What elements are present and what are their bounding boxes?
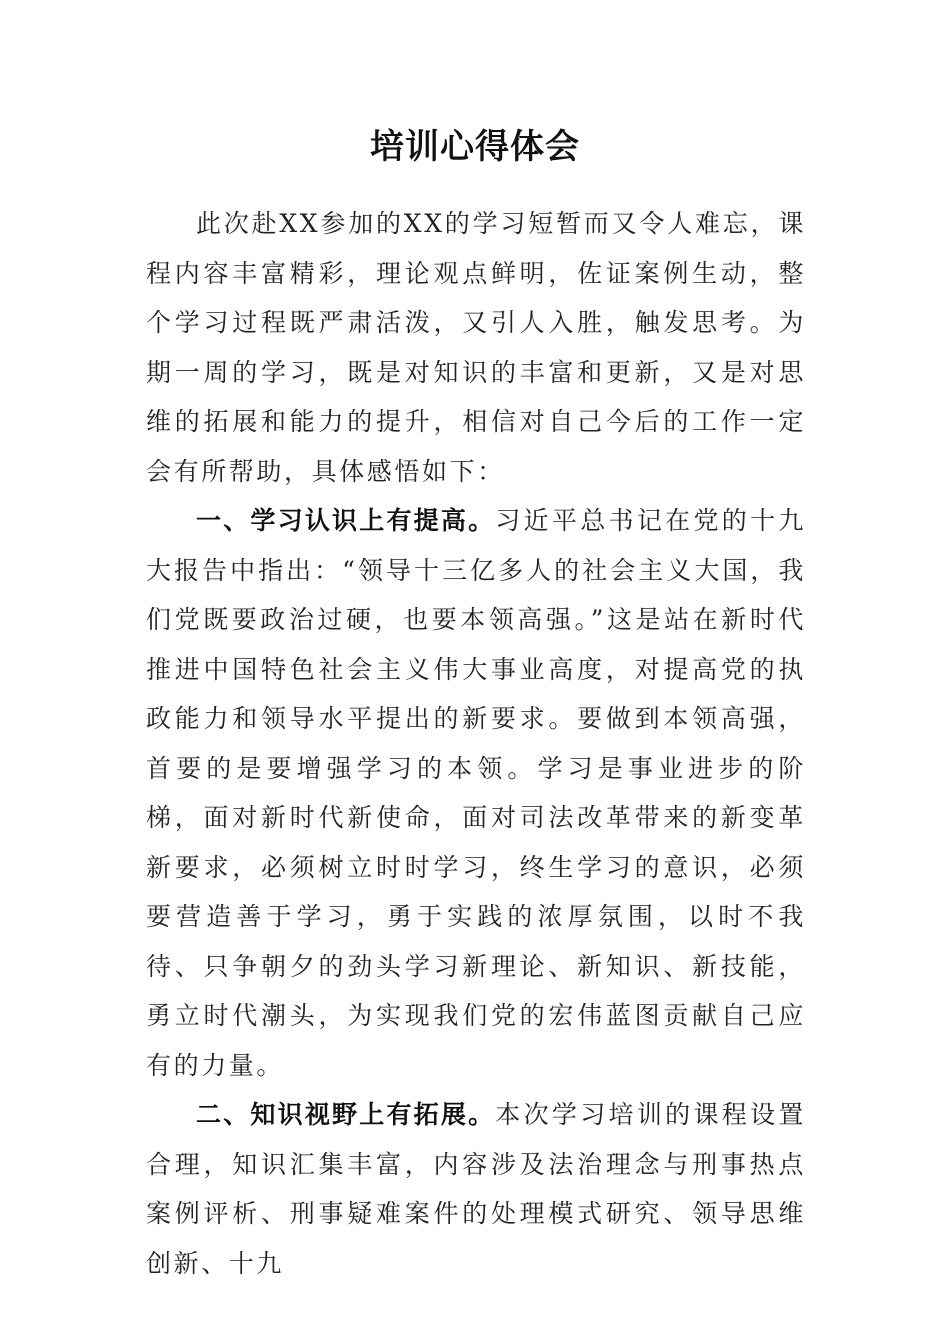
- paragraph-intro: [146, 199, 806, 496]
- section-heading: 一、学习认识上有提高。: [196, 506, 496, 535]
- document-title: 培训心得体会: [370, 127, 580, 167]
- paragraph-section-2: [146, 1090, 806, 1288]
- paragraph-text: 本次学习培训的课程设置合理，知识汇集丰富，内容涉及法治理念与刑事热点案例评析、刑事疑难案件的处理模式研究、领导思维创新、十九: [146, 1100, 806, 1278]
- section-heading: 二、知识视野上有拓展。: [196, 1100, 496, 1129]
- paragraph-text: 习近平总书记在党的十九大报告中指出：“领导十三亿多人的社会主义大国，我们党既要政治过硬，也要本领高强。”这是站在新时代推进中国特色社会主义伟大事业高度，对提高党的执政能力和领导水平提出的新要求。要做到本领高强，首要的是要增强学习的本领。学习是事业进步的阶梯，面对新时代新使命，面对司法改革带来的新变革新要求，必须树立时时学习，终生学习的意识，必须要营造善于学习，勇于实践的浓厚氛围，以时不我待、只争朝夕的劲头学习新理论、新知识、新技能，勇立时代潮头，为实现我们党的宏伟蓝图贡献自己应有的力量。: [146, 506, 806, 1080]
- document-body: [146, 199, 806, 1288]
- paragraph-text: 此次赴XX参加的XX的学习短暂而又令人难忘，课程内容丰富精彩，理论观点鲜明，佐证案例生动，整个学习过程既严肃活泼，又引人入胜，触发思考。为期一周的学习，既是对知识的丰富和更新，又是对思维的拓展和能力的提升，相信对自己今后的工作一定会有所帮助，具体感悟如下：: [146, 209, 806, 486]
- paragraph-section-1: [146, 496, 806, 1090]
